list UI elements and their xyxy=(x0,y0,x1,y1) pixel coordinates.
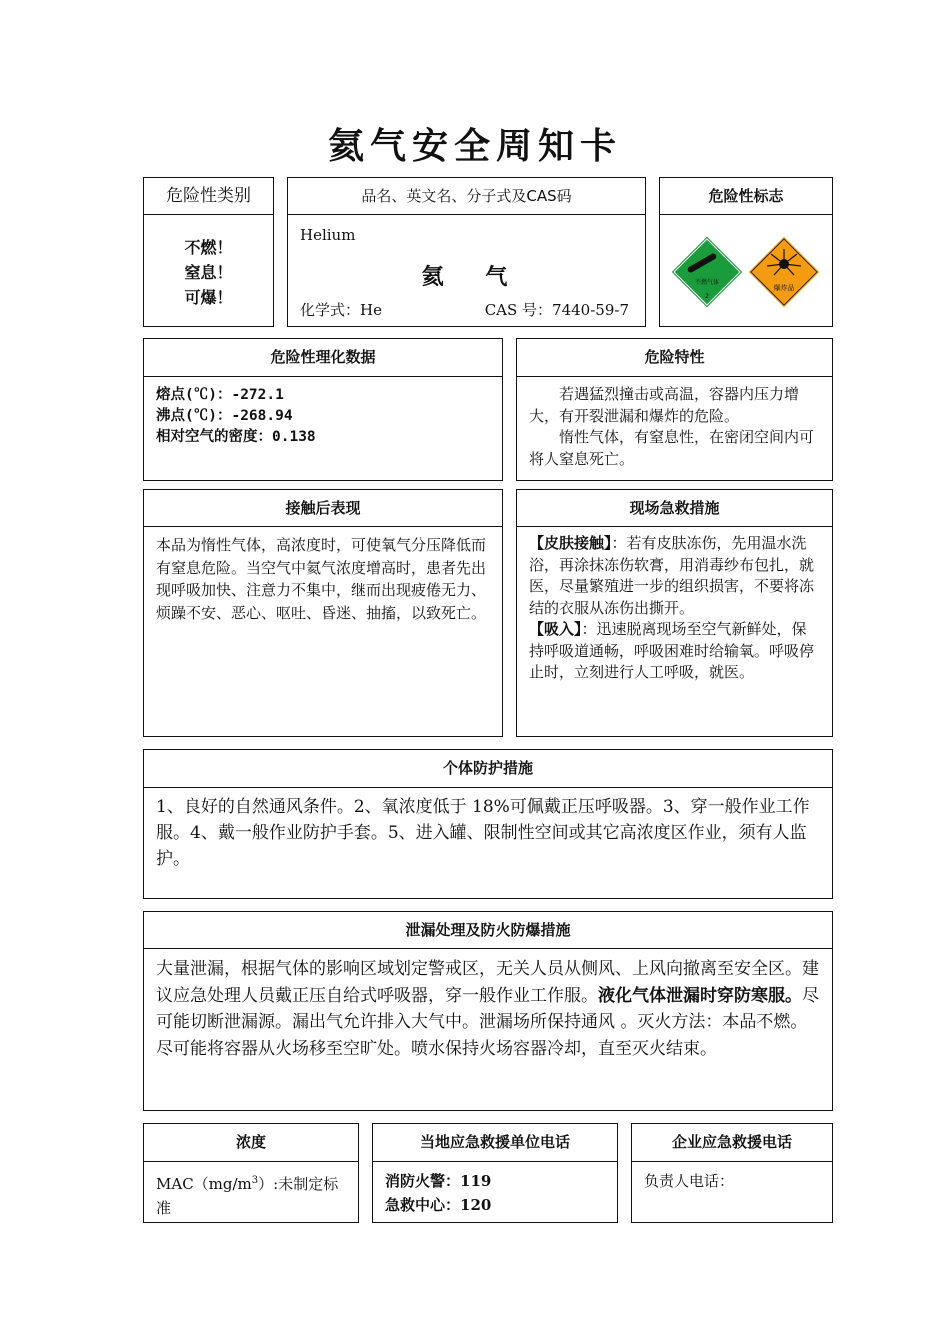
english-name: Helium xyxy=(300,226,356,244)
local-phone-list xyxy=(373,1162,617,1223)
page-title: 氦气安全周知卡 xyxy=(327,125,622,167)
hazard-property-paragraph: 若遇猛烈撞击或高温，容器内压力增大，有开裂泄漏和爆炸的危险。 xyxy=(529,385,800,425)
skin-contact-label: 【皮肤接触】 xyxy=(529,534,612,552)
exposure-header: 接触后表现 xyxy=(144,490,502,527)
leak-box xyxy=(143,911,833,1111)
fire-label: 消防火警： xyxy=(385,1172,461,1190)
explosive-sign-icon xyxy=(748,236,820,308)
ppe-box xyxy=(143,749,833,899)
leak-text-part-a: 大量泄漏，根据气体的影响区域划定警戒区，无关人员从侧风、上风向撤离至安全区。建议应急处理人员戴正压自给式呼吸器，穿一般作业工作服。 xyxy=(156,959,819,1006)
hazard-properties-box xyxy=(516,338,833,481)
fire-number: 119 xyxy=(460,1172,492,1190)
exposure-text: 本品为惰性气体，高浓度时，可使氧气分压降低而有窒息危险。当空气中氦气浓度增高时，患者先出现呼吸加快、注意力不集中，继而出现疲倦无力、烦躁不安、恶心、呕吐、昏迷、抽搐，以致死亡。 xyxy=(156,536,487,622)
skin-contact-text: ：若有皮肤冻伤，先用温水洗浴，再涂抹冻伤软膏，用消毒纱布包扎，就医，尽量繁殖进一步的组织损害，不要将冻结的衣服从冻伤出撕开。 xyxy=(529,534,815,617)
hazard-properties-header: 危险特性 xyxy=(517,339,832,377)
company-phone-header: 企业应急救援电话 xyxy=(632,1124,832,1162)
chinese-name: 氦 气 xyxy=(421,264,512,290)
first-aid-box xyxy=(516,489,833,737)
hazard-category-list xyxy=(144,215,273,310)
company-phone-box xyxy=(631,1123,833,1223)
non-flammable-gas-class: 2 xyxy=(705,293,709,300)
mac-prefix: MAC（mg/m xyxy=(156,1175,252,1193)
mac-superscript: 3 xyxy=(251,1175,259,1186)
mac-suffix: ）:未制定标准 xyxy=(156,1175,339,1217)
non-flammable-gas-sign-icon xyxy=(671,236,743,308)
concentration-header: 浓度 xyxy=(144,1124,358,1162)
inhalation-label: 【吸入】 xyxy=(529,620,582,638)
ambulance-label: 急救中心： xyxy=(385,1196,461,1214)
concentration-text xyxy=(144,1162,358,1226)
chemical-formula: 化学式：He xyxy=(300,301,382,319)
first-aid-header: 现场急救措施 xyxy=(517,490,832,527)
relative-density: 相对空气的密度：0.138 xyxy=(156,429,316,445)
leak-text-bold: 液化气体泄漏时穿防寒服。 xyxy=(598,985,802,1006)
physchem-box xyxy=(143,338,503,481)
product-name-header: 品名、英文名、分子式及CAS码 xyxy=(288,178,645,215)
hazard-sign-box xyxy=(659,177,833,327)
melting-point: 熔点(℃)：-272.1 xyxy=(156,387,284,403)
non-flammable-gas-label: 不燃气体 xyxy=(694,279,720,286)
leak-text-part-b: 尽可能切断泄漏源。漏出气允许排入大气中。泄漏场所保持通风 。灭火方法：本品不燃。尽可能将容器从火场移至空旷处。喷水保持火场容器冷却，直至灭火结束。 xyxy=(156,985,819,1059)
first-aid-text xyxy=(517,527,832,690)
hazard-sign-header: 危险性标志 xyxy=(660,178,832,215)
hazard-property-paragraph: 惰性气体，有窒息性，在密闭空间内可将人窒息死亡。 xyxy=(529,428,815,468)
leak-text xyxy=(144,949,832,1068)
boiling-point: 沸点(℃)：-268.94 xyxy=(156,408,293,424)
cas-number: CAS 号：7440-59-7 xyxy=(484,301,629,319)
local-phone-header: 当地应急救援单位电话 xyxy=(373,1124,617,1162)
ppe-text: 1、良好的自然通风条件。2、氧浓度低于 18%可佩戴正压呼吸器。3、穿一般作业工作服。4、戴一般作业防护手套。5、进入罐、限制性空间或其它高浓度区作业，须有人监护。 xyxy=(156,797,810,869)
hazard-category-line: 窒息！ xyxy=(184,263,233,282)
inhalation-text: ：迅速脱离现场至空气新鲜处，保持呼吸道通畅，呼吸困难时给输氧。呼吸停止时，立刻进行人工呼吸，就医。 xyxy=(529,620,815,681)
hazard-properties-text xyxy=(517,377,832,476)
product-name-box xyxy=(287,177,646,327)
physchem-list xyxy=(144,377,502,454)
physchem-header: 危险性理化数据 xyxy=(144,339,502,377)
leak-header: 泄漏处理及防火防爆措施 xyxy=(144,912,832,949)
hazard-signs xyxy=(660,216,832,326)
hazard-category-line: 不燃！ xyxy=(184,238,233,257)
hazard-category-line: 可爆！ xyxy=(184,288,233,307)
exposure-box xyxy=(143,489,503,737)
ppe-header: 个体防护措施 xyxy=(144,750,832,788)
explosive-label: 爆炸品 xyxy=(773,284,795,292)
hazard-category-box xyxy=(143,177,274,327)
hazard-category-header: 危险性类别 xyxy=(144,178,273,215)
company-contact: 负责人电话： xyxy=(644,1172,735,1190)
local-phone-box xyxy=(372,1123,618,1223)
ambulance-number: 120 xyxy=(460,1196,492,1214)
concentration-box xyxy=(143,1123,359,1223)
